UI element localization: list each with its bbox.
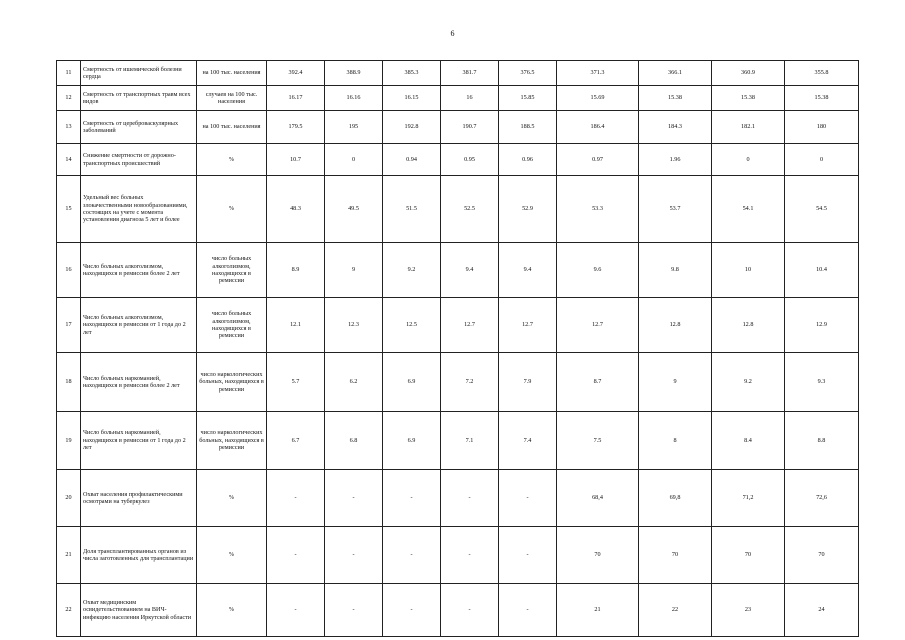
value-cell: 24: [785, 584, 859, 637]
value-cell: -: [499, 470, 557, 527]
value-cell: 0.96: [499, 144, 557, 176]
unit-cell: случаев на 100 тыс. населения: [197, 86, 267, 111]
value-cell: 8.8: [785, 412, 859, 470]
value-cell: 23: [712, 584, 785, 637]
value-cell: 72,6: [785, 470, 859, 527]
value-cell: 179.5: [267, 111, 325, 144]
value-cell: 0: [785, 144, 859, 176]
value-cell: -: [325, 470, 383, 527]
indicators-table: [56, 60, 859, 637]
value-cell: 15.85: [499, 86, 557, 111]
value-cell: 376.5: [499, 61, 557, 86]
unit-cell: %: [197, 584, 267, 637]
value-cell: 9.8: [639, 243, 712, 298]
value-cell: 1.96: [639, 144, 712, 176]
value-cell: 12.7: [441, 298, 499, 353]
value-cell: 22: [639, 584, 712, 637]
value-cell: 7.5: [557, 412, 639, 470]
value-cell: 0.95: [441, 144, 499, 176]
value-cell: 12.7: [499, 298, 557, 353]
unit-cell: на 100 тыс. населения: [197, 61, 267, 86]
value-cell: 12.9: [785, 298, 859, 353]
value-cell: 381.7: [441, 61, 499, 86]
table-row: [57, 353, 859, 412]
value-cell: 7.9: [499, 353, 557, 412]
indicator-name-cell: Охват населения профилактическими осмотрами на туберкулез: [81, 470, 197, 527]
unit-cell: на 100 тыс. населения: [197, 111, 267, 144]
value-cell: 9.3: [785, 353, 859, 412]
unit-cell: %: [197, 527, 267, 584]
value-cell: 70: [785, 527, 859, 584]
table-row: [57, 144, 859, 176]
indicator-name-cell: Удельный вес больных злокачественными новообразованиями, состоящих на учете с момента установления диагноза 5 лет и более: [81, 176, 197, 243]
value-cell: 15.38: [639, 86, 712, 111]
value-cell: -: [383, 584, 441, 637]
indicator-name-cell: Число больных алкоголизмом, находящихся в ремиссии более 2 лет: [81, 243, 197, 298]
row-number-cell: 13: [57, 111, 81, 144]
table-row: [57, 176, 859, 243]
value-cell: 6.8: [325, 412, 383, 470]
unit-cell: число больных алкоголизмом, находящихся в ремиссии: [197, 243, 267, 298]
value-cell: 16.15: [383, 86, 441, 111]
value-cell: 48.3: [267, 176, 325, 243]
value-cell: 192.8: [383, 111, 441, 144]
indicator-name-cell: Число больных алкоголизмом, находящихся в ремиссии от 1 года до 2 лет: [81, 298, 197, 353]
value-cell: 8: [639, 412, 712, 470]
value-cell: 10.4: [785, 243, 859, 298]
value-cell: 0: [712, 144, 785, 176]
unit-cell: %: [197, 144, 267, 176]
indicator-name-cell: Смертность от цереброваскулярных заболеваний: [81, 111, 197, 144]
value-cell: 12.5: [383, 298, 441, 353]
value-cell: 53.7: [639, 176, 712, 243]
value-cell: 10: [712, 243, 785, 298]
row-number-cell: 17: [57, 298, 81, 353]
value-cell: 70: [639, 527, 712, 584]
unit-cell: %: [197, 176, 267, 243]
value-cell: 12.8: [639, 298, 712, 353]
unit-cell: число наркологических больных, находящихся в ремиссии: [197, 353, 267, 412]
value-cell: 182.1: [712, 111, 785, 144]
table-row: [57, 243, 859, 298]
value-cell: 392.4: [267, 61, 325, 86]
unit-cell: %: [197, 470, 267, 527]
table-row: [57, 527, 859, 584]
value-cell: 9.2: [383, 243, 441, 298]
value-cell: 195: [325, 111, 383, 144]
table-row: [57, 298, 859, 353]
value-cell: 184.3: [639, 111, 712, 144]
value-cell: -: [383, 527, 441, 584]
value-cell: 10.7: [267, 144, 325, 176]
row-number-cell: 19: [57, 412, 81, 470]
value-cell: 190.7: [441, 111, 499, 144]
row-number-cell: 15: [57, 176, 81, 243]
value-cell: 71,2: [712, 470, 785, 527]
indicator-name-cell: Смертность от ишемической болезни сердца: [81, 61, 197, 86]
row-number-cell: 14: [57, 144, 81, 176]
value-cell: 0: [325, 144, 383, 176]
table-row: [57, 111, 859, 144]
value-cell: 6.9: [383, 412, 441, 470]
value-cell: 371.3: [557, 61, 639, 86]
value-cell: 6.7: [267, 412, 325, 470]
value-cell: 7.2: [441, 353, 499, 412]
value-cell: 70: [712, 527, 785, 584]
value-cell: 51.5: [383, 176, 441, 243]
indicator-name-cell: Число больных наркоманией, находящихся в ремиссии от 1 года до 2 лет: [81, 412, 197, 470]
value-cell: 16: [441, 86, 499, 111]
value-cell: 68,4: [557, 470, 639, 527]
value-cell: 49.5: [325, 176, 383, 243]
value-cell: -: [499, 584, 557, 637]
row-number-cell: 22: [57, 584, 81, 637]
value-cell: 5.7: [267, 353, 325, 412]
value-cell: 69,8: [639, 470, 712, 527]
value-cell: -: [441, 584, 499, 637]
value-cell: 6.9: [383, 353, 441, 412]
value-cell: 9.4: [441, 243, 499, 298]
value-cell: -: [267, 584, 325, 637]
value-cell: -: [441, 527, 499, 584]
value-cell: -: [325, 527, 383, 584]
value-cell: -: [325, 584, 383, 637]
value-cell: 8.9: [267, 243, 325, 298]
value-cell: 70: [557, 527, 639, 584]
unit-cell: число больных алкоголизмом, находящихся в ремиссии: [197, 298, 267, 353]
value-cell: 7.4: [499, 412, 557, 470]
value-cell: 15.38: [712, 86, 785, 111]
value-cell: 385.3: [383, 61, 441, 86]
unit-cell: число наркологических больных, находящихся в ремиссии: [197, 412, 267, 470]
value-cell: 0.94: [383, 144, 441, 176]
value-cell: 53.3: [557, 176, 639, 243]
row-number-cell: 16: [57, 243, 81, 298]
value-cell: 360.9: [712, 61, 785, 86]
table-body: [57, 61, 859, 637]
value-cell: 0.97: [557, 144, 639, 176]
value-cell: 52.5: [441, 176, 499, 243]
value-cell: 12.8: [712, 298, 785, 353]
value-cell: 8.4: [712, 412, 785, 470]
value-cell: 180: [785, 111, 859, 144]
table-row: [57, 584, 859, 637]
value-cell: 9.4: [499, 243, 557, 298]
table-row: [57, 61, 859, 86]
value-cell: -: [499, 527, 557, 584]
table-row: [57, 412, 859, 470]
value-cell: 15.69: [557, 86, 639, 111]
table-row: [57, 86, 859, 111]
value-cell: 16.17: [267, 86, 325, 111]
value-cell: -: [267, 527, 325, 584]
value-cell: 388.9: [325, 61, 383, 86]
value-cell: 52.9: [499, 176, 557, 243]
value-cell: -: [267, 470, 325, 527]
value-cell: 366.1: [639, 61, 712, 86]
indicator-name-cell: Охват медицинским освидетельствованием на ВИЧ-инфекцию населения Иркутской области: [81, 584, 197, 637]
value-cell: -: [383, 470, 441, 527]
value-cell: 54.5: [785, 176, 859, 243]
indicator-name-cell: Число больных наркоманией, находящихся в ремиссии более 2 лет: [81, 353, 197, 412]
table-row: [57, 470, 859, 527]
value-cell: 12.1: [267, 298, 325, 353]
row-number-cell: 21: [57, 527, 81, 584]
value-cell: 21: [557, 584, 639, 637]
value-cell: 9.2: [712, 353, 785, 412]
indicator-name-cell: Доля трансплантированных органов из числа заготовленных для трансплантации: [81, 527, 197, 584]
row-number-cell: 20: [57, 470, 81, 527]
indicator-name-cell: Снижение смертности от дорожно-транспортных происшествий: [81, 144, 197, 176]
value-cell: 188.5: [499, 111, 557, 144]
value-cell: 8.7: [557, 353, 639, 412]
value-cell: 12.7: [557, 298, 639, 353]
value-cell: 9: [639, 353, 712, 412]
row-number-cell: 12: [57, 86, 81, 111]
value-cell: 16.16: [325, 86, 383, 111]
value-cell: -: [441, 470, 499, 527]
value-cell: 186.4: [557, 111, 639, 144]
value-cell: 9.6: [557, 243, 639, 298]
value-cell: 7.1: [441, 412, 499, 470]
value-cell: 15.38: [785, 86, 859, 111]
value-cell: 12.3: [325, 298, 383, 353]
row-number-cell: 18: [57, 353, 81, 412]
indicator-name-cell: Смертность от транспортных травм всех видов: [81, 86, 197, 111]
value-cell: 6.2: [325, 353, 383, 412]
value-cell: 54.1: [712, 176, 785, 243]
value-cell: 9: [325, 243, 383, 298]
value-cell: 355.8: [785, 61, 859, 86]
page-number: 6: [450, 29, 455, 38]
row-number-cell: 11: [57, 61, 81, 86]
